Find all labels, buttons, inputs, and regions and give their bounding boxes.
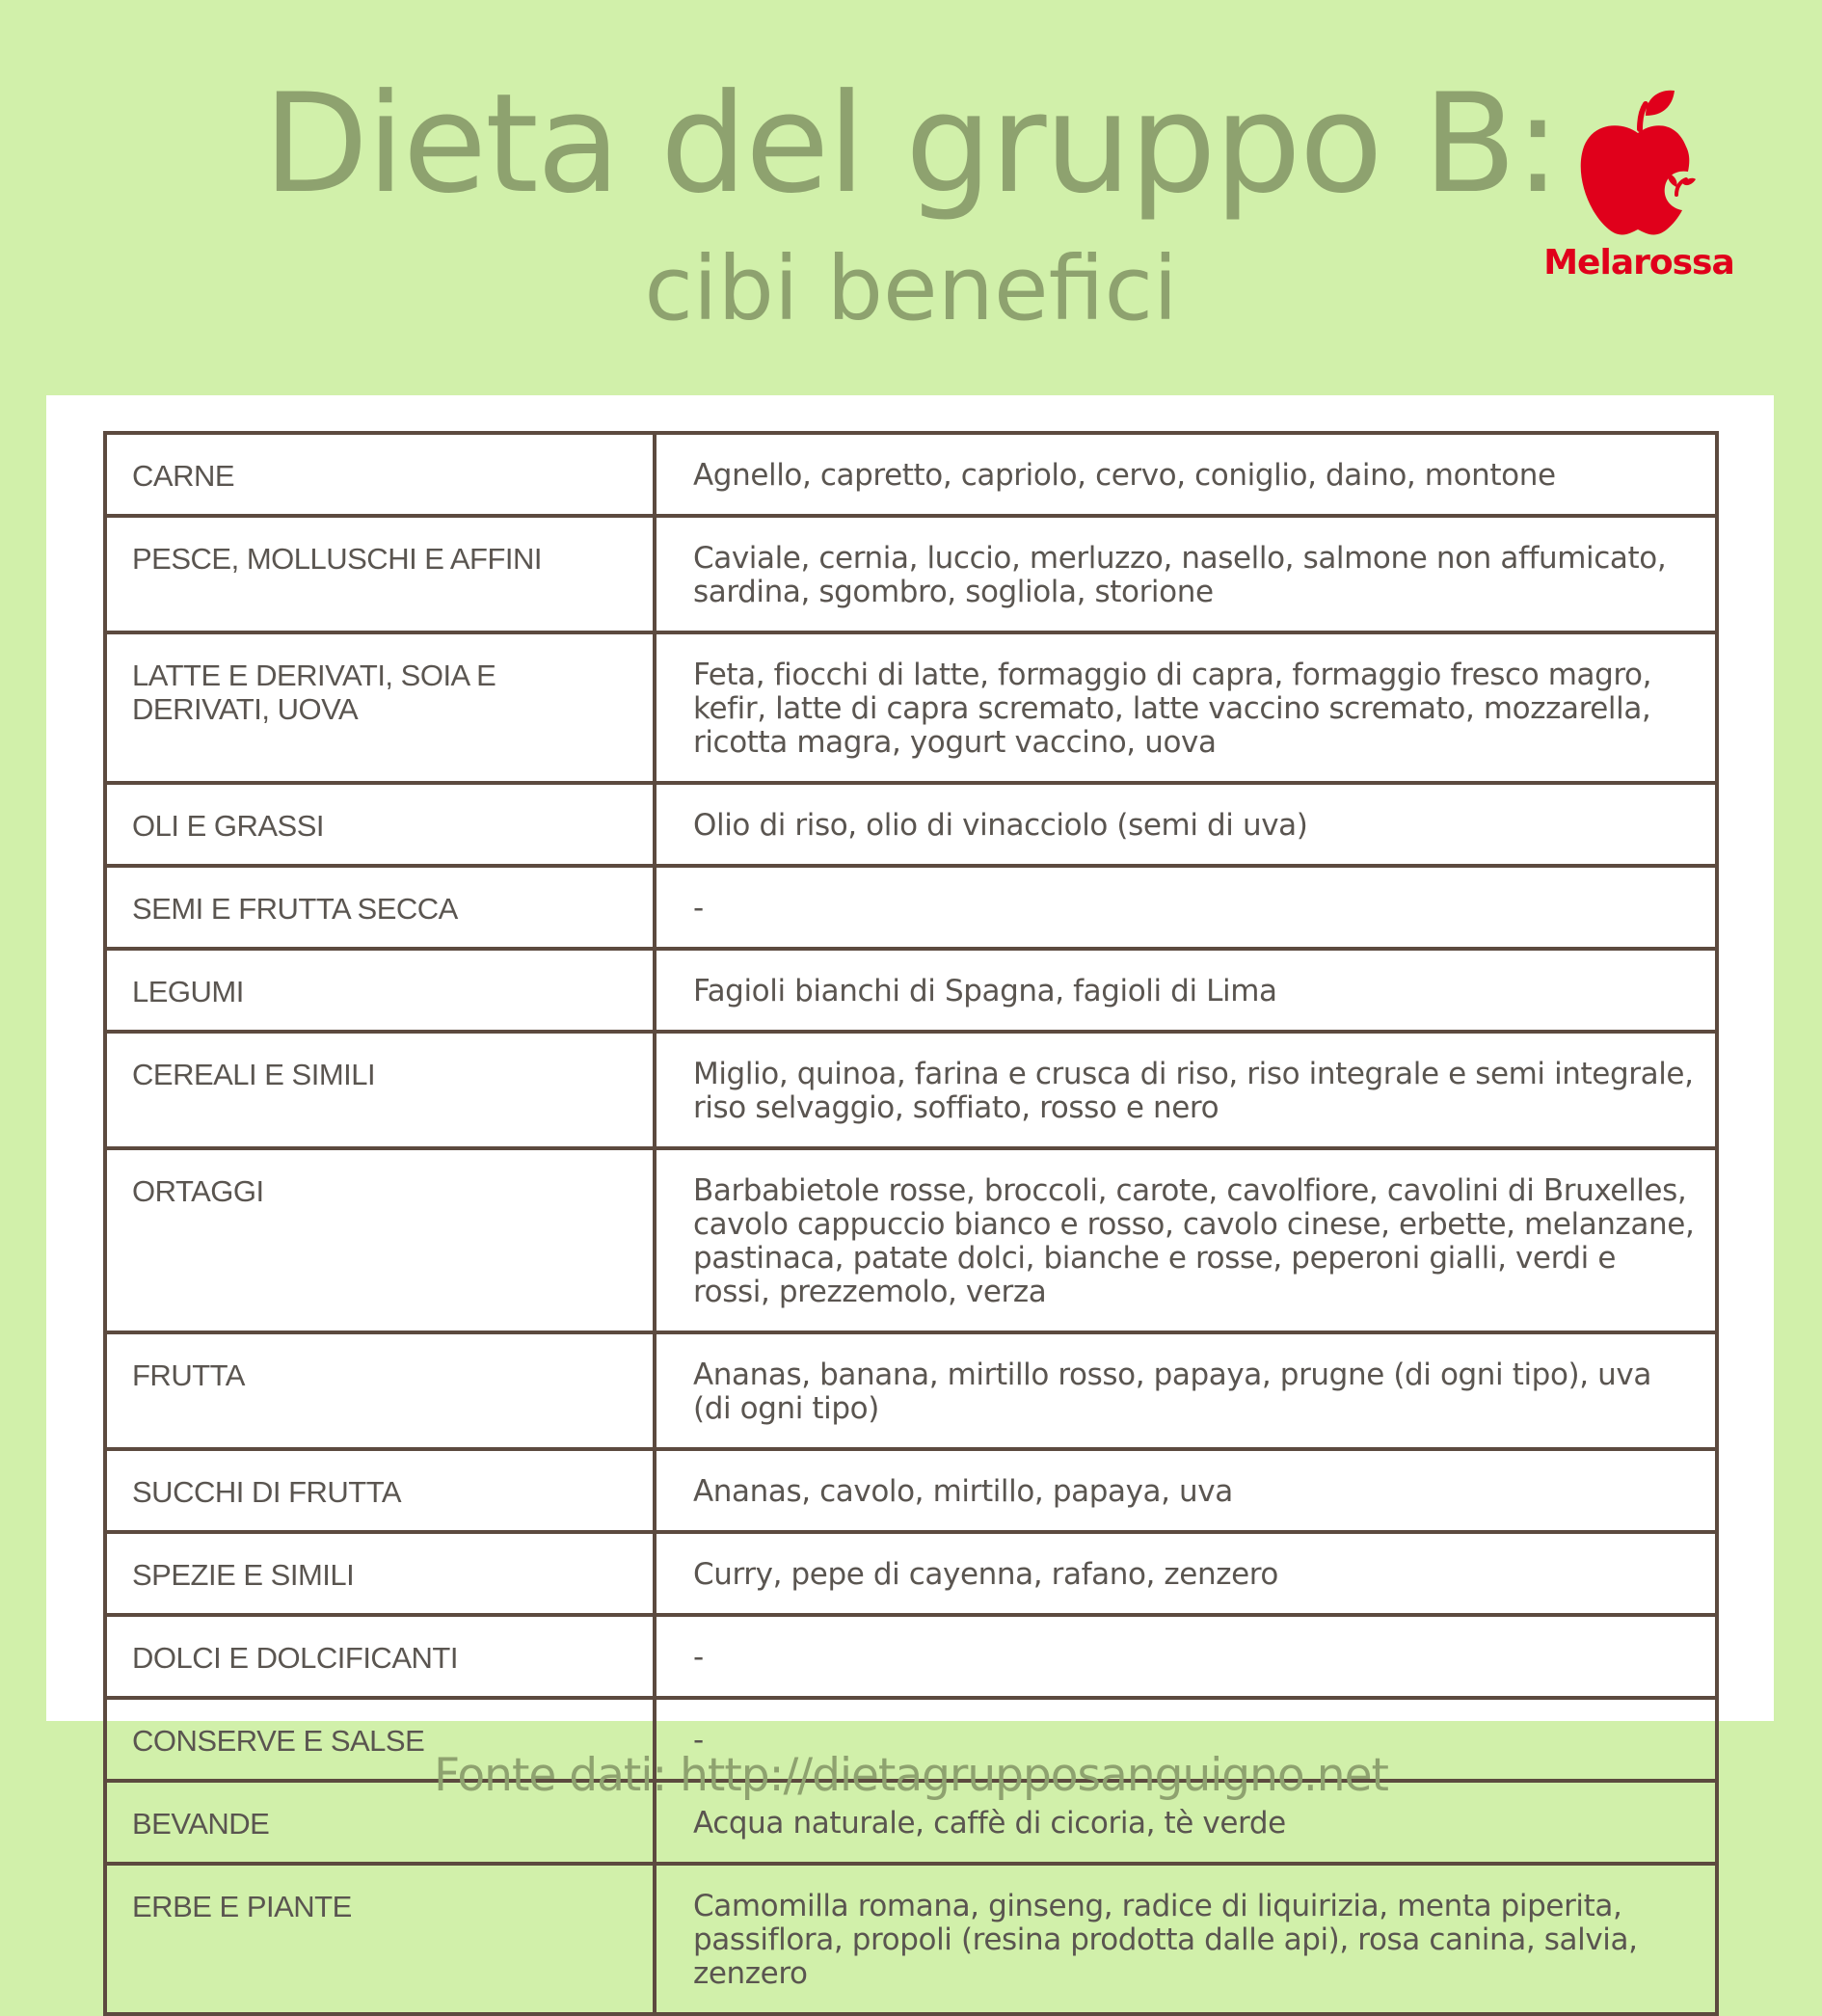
foods-cell: - [655,1698,1717,1781]
category-cell: ORTAGGI [105,1148,655,1332]
category-cell: OLI E GRASSI [105,783,655,866]
table-row [105,866,1717,949]
category-cell: PESCE, MOLLUSCHI E AFFINI [105,516,655,632]
category-cell: CARNE [105,433,655,516]
category-cell: SUCCHI DI FRUTTA [105,1449,655,1532]
table-row [105,949,1717,1032]
foods-cell: Miglio, quinoa, farina e crusca di riso, riso integrale e semi integrale, riso selvaggio, soffiato, rosso e nero [655,1032,1717,1148]
foods-cell: Barbabietole rosse, broccoli, carote, cavolfiore, cavolini di Bruxelles, cavolo cappuccio bianco e rosso, cavolo cinese, erbette, melanzane, pastinaca, patate dolci, bianche e rosse, peperoni gialli, verdi e rossi, prezzemolo, verza [655,1148,1717,1332]
table-row [105,783,1717,866]
category-cell: BEVANDE [105,1781,655,1864]
foods-cell: Ananas, cavolo, mirtillo, papaya, uva [655,1449,1717,1532]
table-row [105,1332,1717,1449]
table-row [105,632,1717,783]
foods-cell: Feta, fiocchi di latte, formaggio di capra, formaggio fresco magro, kefir, latte di capra scremato, latte vaccino scremato, mozzarella, ricotta magra, yogurt vaccino, uova [655,632,1717,783]
foods-cell: - [655,866,1717,949]
category-cell: LEGUMI [105,949,655,1032]
table-row [105,1148,1717,1332]
category-cell: CONSERVE E SALSE [105,1698,655,1781]
table-row [105,1449,1717,1532]
foods-cell: Olio di riso, olio di vinacciolo (semi di uva) [655,783,1717,866]
category-cell: ERBE E PIANTE [105,1864,655,2014]
table-row [105,1532,1717,1615]
category-cell: SEMI E FRUTTA SECCA [105,866,655,949]
brand-name: Melarossa [1543,243,1734,282]
category-cell: CEREALI E SIMILI [105,1032,655,1148]
table-row [105,433,1717,516]
foods-cell: Caviale, cernia, luccio, merluzzo, nasello, salmone non affumicato, sardina, sgombro, sogliola, storione [655,516,1717,632]
page-subtitle: cibi benefici [644,237,1178,340]
table-row [105,1864,1717,2014]
foods-cell: Curry, pepe di cayenna, rafano, zenzero [655,1532,1717,1615]
foods-cell: Fagioli bianchi di Spagna, fagioli di Lima [655,949,1717,1032]
category-cell: DOLCI E DOLCIFICANTI [105,1615,655,1698]
foods-cell: Camomilla romana, ginseng, radice di liquirizia, menta piperita, passiflora, propoli (resina prodotta dalle api), rosa canina, salvia, zenzero [655,1864,1717,2014]
page-title: Dieta del gruppo B: [262,65,1560,224]
brand-logo [1542,87,1735,299]
table-row [105,1032,1717,1148]
table-row [105,1615,1717,1698]
source-credit: Fonte dati: http://dietagrupposanguigno.net [434,1749,1388,1802]
foods-cell: Ananas, banana, mirtillo rosso, papaya, prugne (di ogni tipo), uva (di ogni tipo) [655,1332,1717,1449]
apple-icon [1576,87,1701,241]
category-cell: FRUTTA [105,1332,655,1449]
table-row [105,516,1717,632]
category-cell: LATTE E DERIVATI, SOIA E DERIVATI, UOVA [105,632,655,783]
category-cell: SPEZIE E SIMILI [105,1532,655,1615]
foods-cell: - [655,1615,1717,1698]
foods-cell: Agnello, capretto, capriolo, cervo, coniglio, daino, montone [655,433,1717,516]
foods-cell: Acqua naturale, caffè di cicoria, tè verde [655,1781,1717,1864]
